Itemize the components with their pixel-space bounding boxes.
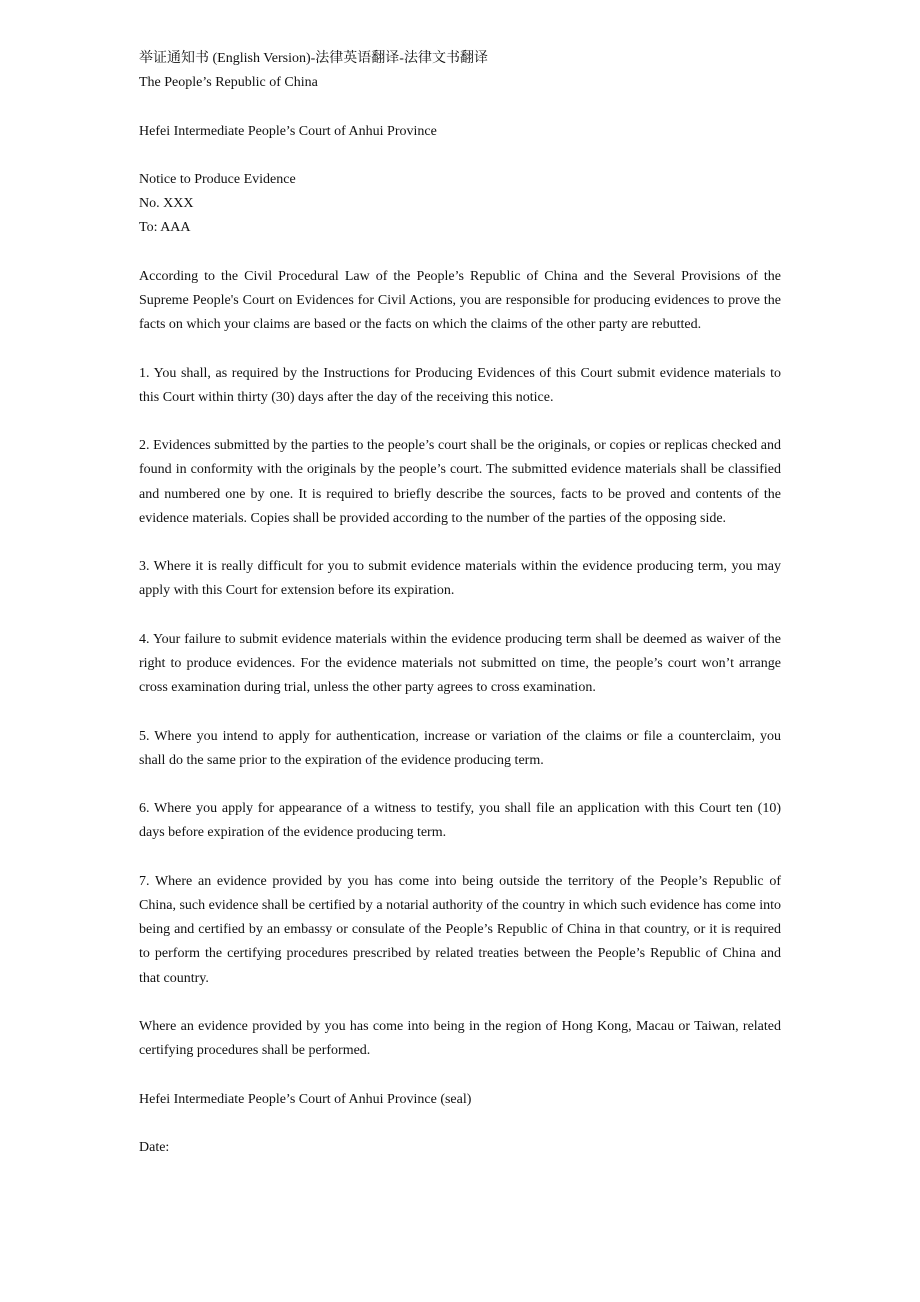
item-paragraph-7: 7. Where an evidence provided by you has come into being outside the territory of the People’s Republic of China, such evidence shall be certified by a notarial authority of the country in which such evidence has come into being and certified by an embassy or consulate of the People’s Republic of China in that country, or it is required to perform the certifying procedures prescribed by related treaties between the People’s Republic of China and that country. bbox=[139, 873, 781, 986]
country-name: The People’s Republic of China bbox=[139, 75, 318, 91]
spacer bbox=[139, 1112, 781, 1136]
item-paragraph-1: 1. You shall, as required by the Instructions for Producing Evidences of this Court submit evidence materials to this Court within thirty (30) days after the day of the receiving this notice. bbox=[139, 365, 781, 405]
notice-number: No. XXX bbox=[139, 196, 194, 212]
spacer bbox=[139, 410, 781, 434]
document-page bbox=[139, 47, 781, 1160]
item-paragraph-3: 3. Where it is really difficult for you to submit evidence materials within the evidence producing term, you may apply with this Court for extension before its expiration. bbox=[139, 559, 781, 599]
spacer bbox=[139, 1063, 781, 1087]
supplement-paragraph: Where an evidence provided by you has come into being in the region of Hong Kong, Macau or Taiwan, related certifying procedures shall be performed. bbox=[139, 1018, 781, 1059]
spacer bbox=[139, 991, 781, 1015]
notice-title: Notice to Produce Evidence bbox=[139, 171, 296, 187]
item-paragraph-2: 2. Evidences submitted by the parties to the people’s court shall be the originals, or copies or replicas checked and found in conformity with the originals by the people’s court. The submitted evidence materials shall be classified and numbered one by one. It is required to briefly describe the sources, facts to be proved and contents of the evidence materials. Copies shall be provided according to the number of the parties of the opposing side. bbox=[139, 438, 781, 526]
spacer bbox=[139, 773, 781, 797]
spacer bbox=[139, 241, 781, 265]
spacer bbox=[139, 604, 781, 628]
document-header-title: 举证通知书 (English Version)-法律英语翻译-法律文书翻译 bbox=[139, 51, 488, 66]
spacer bbox=[139, 95, 781, 119]
spacer bbox=[139, 337, 781, 361]
spacer bbox=[139, 144, 781, 168]
date-label: Date: bbox=[139, 1139, 170, 1155]
spacer bbox=[139, 700, 781, 724]
intro-paragraph: According to the Civil Procedural Law of the People’s Republic of China and the Several Provisions of the Supreme People's Court on Evidences for Civil Actions, you are responsible for producing evidences to prove the facts on which your claims are based or the facts on which the claims of the other party are rebutted. bbox=[139, 268, 781, 333]
court-signature: Hefei Intermediate People’s Court of Anhui Province (seal) bbox=[139, 1091, 472, 1107]
spacer bbox=[139, 846, 781, 870]
item-paragraph-6: 6. Where you apply for appearance of a witness to testify, you shall file an application with this Court ten (10) days before expiration of the evidence producing term. bbox=[139, 801, 781, 841]
notice-recipient: To: AAA bbox=[139, 220, 191, 236]
item-paragraph-5: 5. Where you intend to apply for authentication, increase or variation of the claims or file a counterclaim, you shall do the same prior to the expiration of the evidence producing term. bbox=[139, 728, 781, 768]
court-name: Hefei Intermediate People’s Court of Anhui Province bbox=[139, 123, 437, 139]
item-paragraph-4: 4. Your failure to submit evidence materials within the evidence producing term shall be deemed as waiver of the right to produce evidences. For the evidence materials not submitted on time, the people’s court won’t arrange cross examination during trial, unless the other party agrees to cross examination. bbox=[139, 631, 781, 696]
spacer bbox=[139, 531, 781, 555]
